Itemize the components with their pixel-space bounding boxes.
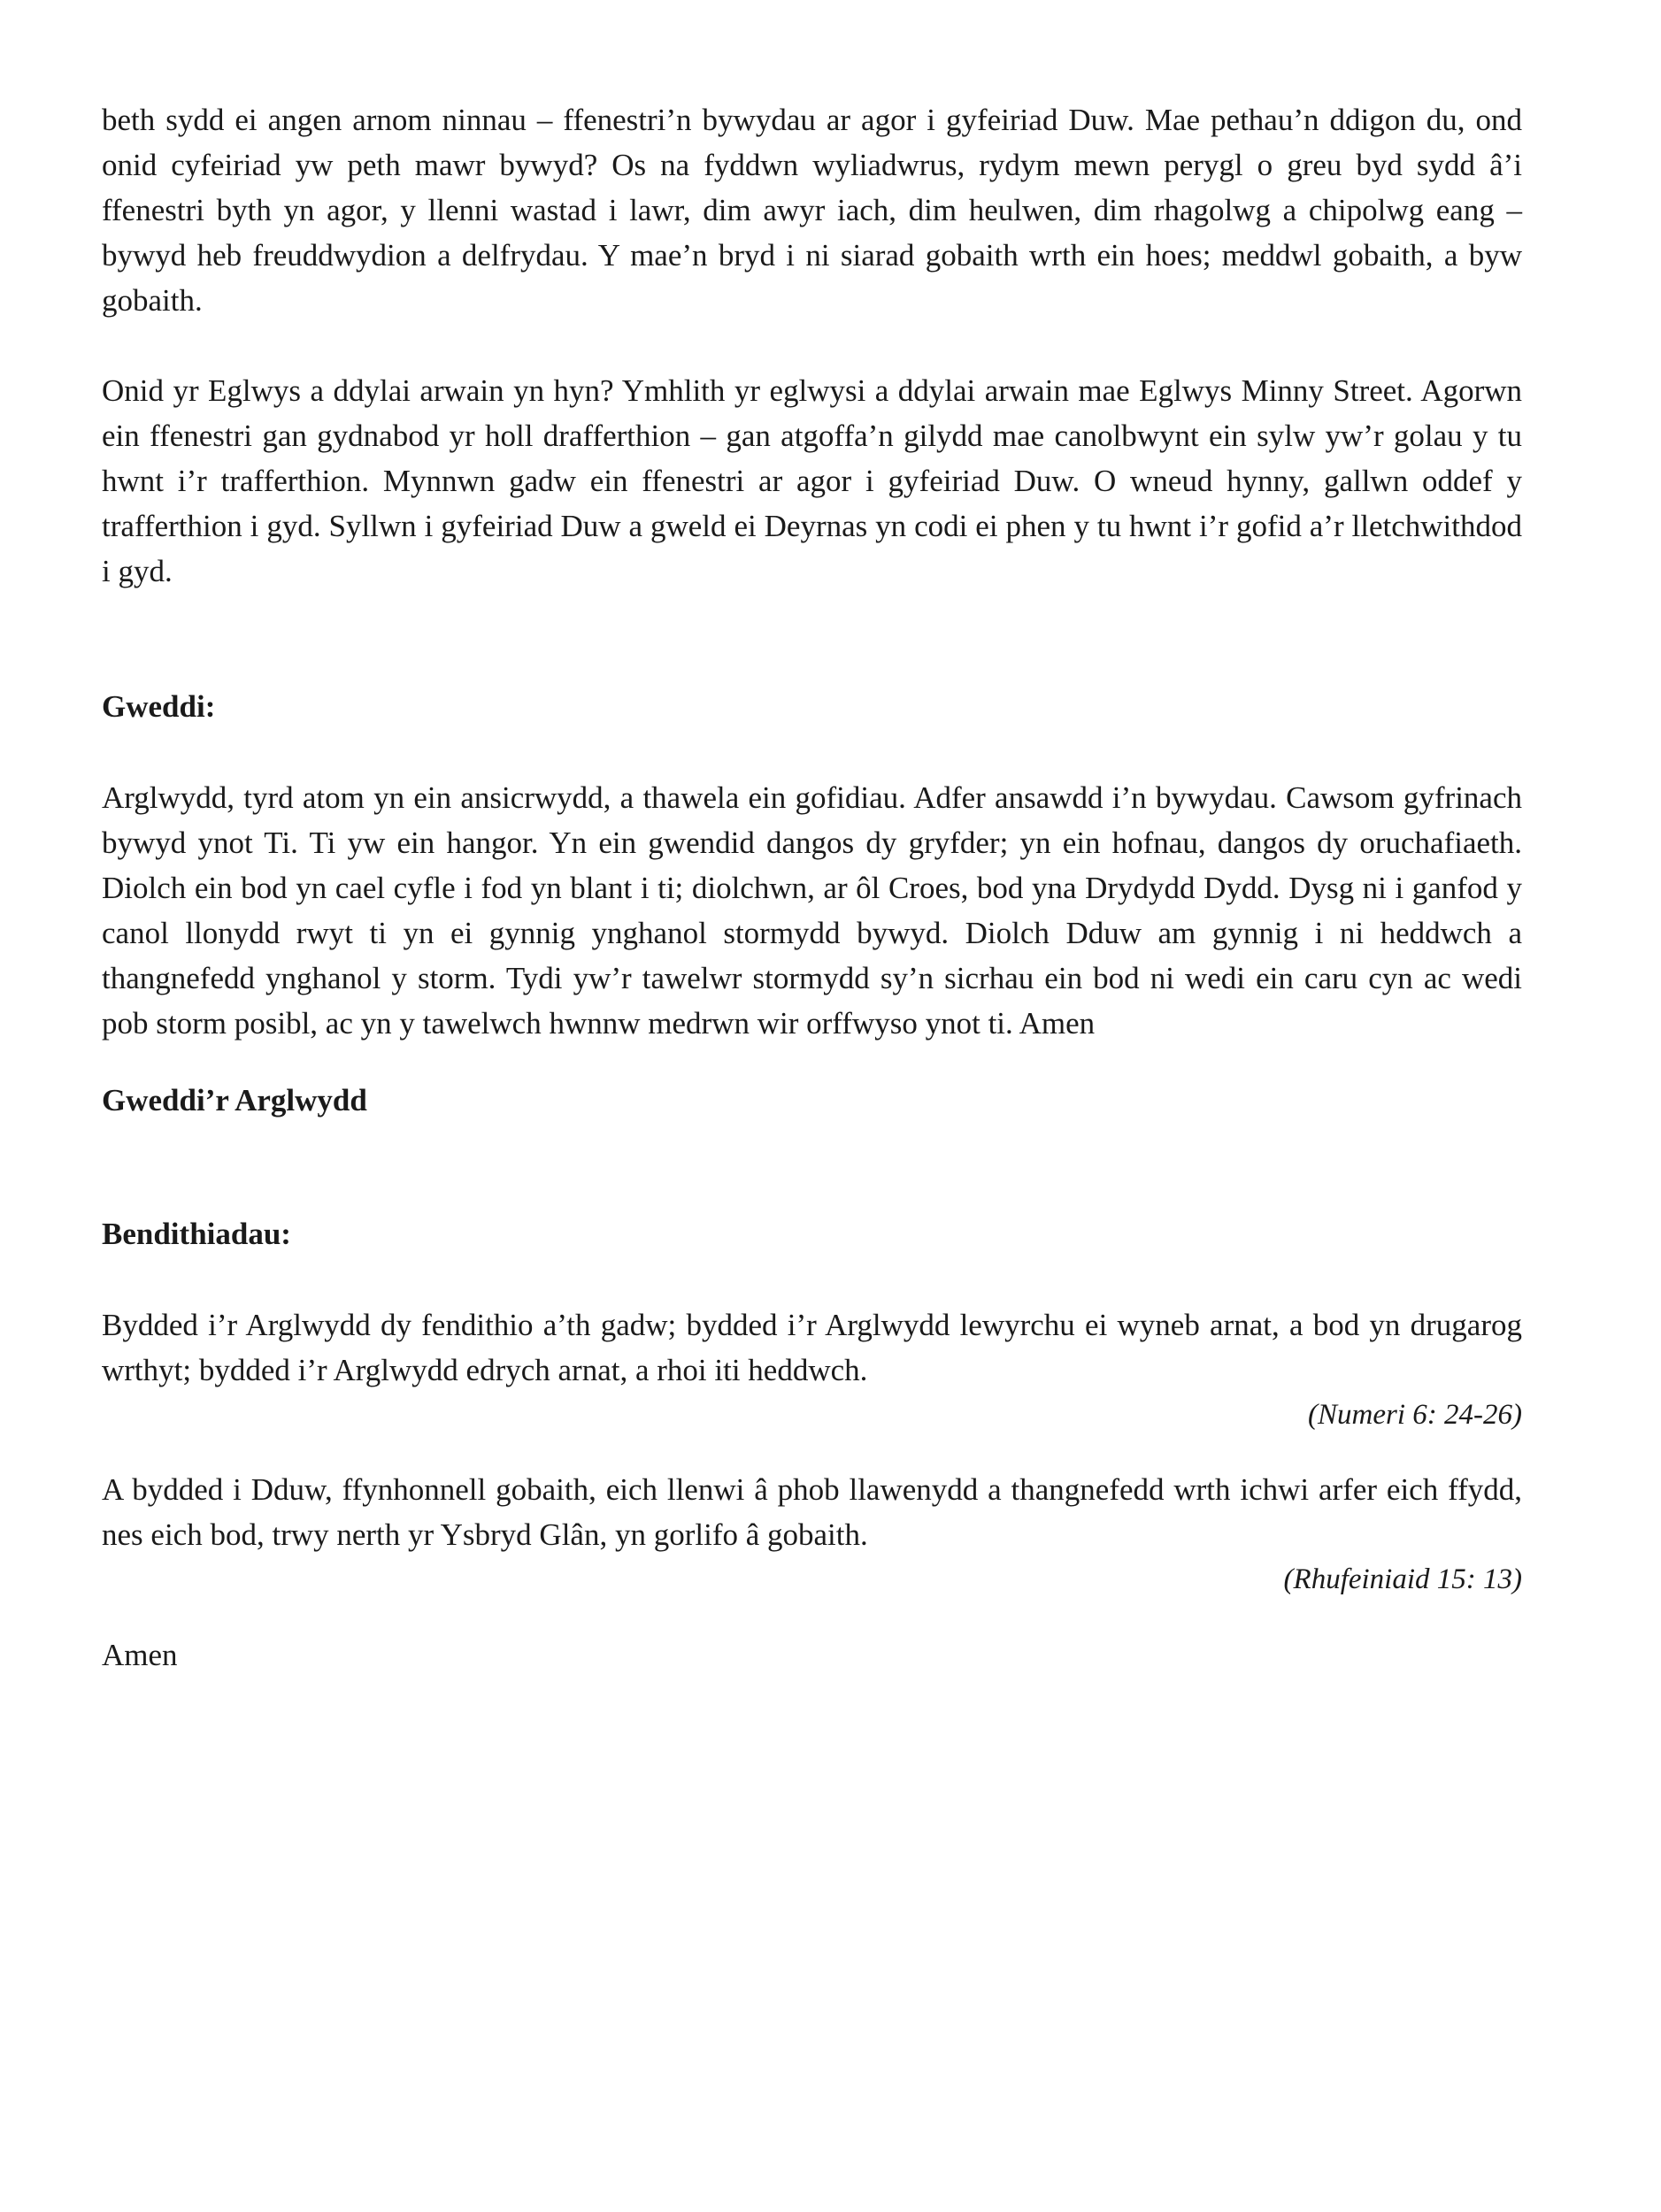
prayer-text: Arglwydd, tyrd atom yn ein ansicrwydd, a thawela ein gofidiau. Adfer ansawdd i’n bywydau. Cawsom gyfrinach bywyd ynot Ti. Ti yw ein hangor. Yn ein gwendid dangos dy gryfder; yn ein hofnau, dangos dy oruchafiaeth. Diolch ein bod yn cael cyfle i fod yn blant i ti; diolchwn, ar ôl Croes, bod yna Drydydd Dydd. Dysg ni i ganfod y canol llonydd rwyt ti yn ei gynnig ynghanol stormydd bywyd. Diolch Dduw am gynnig i ni heddwch a thangnefedd ynghanol y storm. Tydi yw’r tawelwr stormydd sy’n sicrhau ein bod ni wedi ein caru cyn ac wedi pob storm posibl, ac yn y tawelwch hwnnw medrwn wir orffwyso ynot ti. Amen xyxy=(102,780,1522,1041)
prayer-heading: Gweddi: xyxy=(102,689,216,724)
blessing-text: Bydded i’r Arglwydd dy fendithio a’th gadw; bydded i’r Arglwydd lewyrchu ei wyneb arnat, a bod yn drugarog wrthyt; bydded i’r Arglwydd edrych arnat, a rhoi iti heddwch. xyxy=(102,1308,1522,1387)
closing-amen: Amen xyxy=(102,1638,178,1672)
document-page xyxy=(102,97,1522,1678)
lords-prayer-heading: Gweddi’r Arglwydd xyxy=(102,1083,367,1118)
body-paragraph: Onid yr Eglwys a ddylai arwain yn hyn? Ymhlith yr eglwysi a ddylai arwain mae Eglwys Minny Street. Agorwn ein ffenestri gan gydnabod yr holl drafferthion – gan atgoffa’n gilydd mae canolbwynt ein sylw yw’r golau y tu hwnt i’r trafferthion. Mynnwn gadw ein ffenestri ar agor i gyfeiriad Duw. O wneud hynny, gallwn oddef y trafferthion i gyd. Syllwn i gyfeiriad Duw a gweld ei Deyrnas yn codi ei phen y tu hwnt i’r gofid a’r lletchwithdod i gyd. xyxy=(102,373,1522,588)
body-paragraph: beth sydd ei angen arnom ninnau – ffenestri’n bywydau ar agor i gyfeiriad Duw. Mae pethau’n ddigon du, ond onid cyfeiriad yw peth mawr bywyd? Os na fyddwn wyliadwrus, rydym mewn perygl o greu byd sydd â’i ffenestri byth yn agor, y llenni wastad i lawr, dim awyr iach, dim heulwen, dim rhagolwg a chipolwg eang – bywyd heb freuddwydion a delfrydau. Y mae’n bryd i ni siarad gobaith wrth ein hoes; meddwl gobaith, a byw gobaith. xyxy=(102,103,1522,318)
scripture-reference: (Rhufeiniaid 15: 13) xyxy=(1283,1563,1522,1595)
blessing-text: A bydded i Dduw, ffynhonnell gobaith, eich llenwi â phob llawenydd a thangnefedd wrth ichwi arfer eich ffydd, nes eich bod, trwy nerth yr Ysbryd Glân, yn gorlifo â gobaith. xyxy=(102,1472,1522,1552)
scripture-reference: (Numeri 6: 24-26) xyxy=(1308,1399,1522,1431)
blessings-heading: Bendithiadau: xyxy=(102,1217,291,1251)
